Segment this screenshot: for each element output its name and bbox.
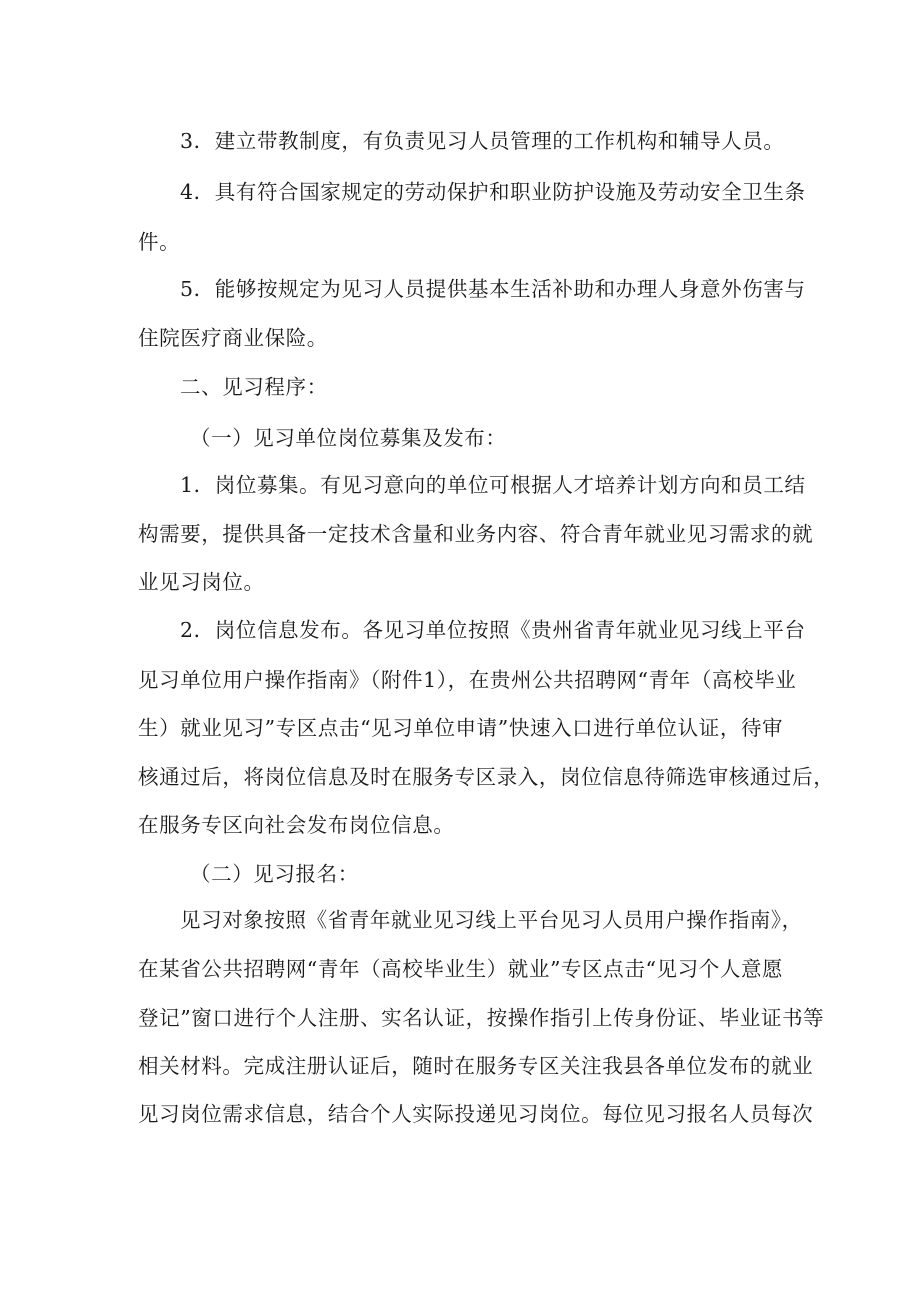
item-4-line-2: 件。 [138, 230, 181, 254]
item-3-line-1: 3．建立带教制度，有负责见习人员管理的工作机构和辅导人员。 [180, 129, 785, 153]
procedure-2-line-4: 核通过后，将岗位信息及时在服务专区录入，岗位信息待筛选审核通过后， [138, 765, 835, 789]
registration-line-3: 登记”窗口进行个人注册、实名认证，按操作指引上传身份证、毕业证书等 [138, 1006, 825, 1030]
section-heading-procedure: 二、见习程序： [180, 375, 328, 399]
item-5-line-2: 住院医疗商业保险。 [138, 326, 328, 350]
registration-line-5: 见习岗位需求信息，结合个人实际投递见习岗位。每位见习报名人员每次 [138, 1102, 814, 1126]
procedure-2-line-1: 2．岗位信息发布。各见习单位按照《贵州省青年就业见习线上平台 [180, 618, 806, 642]
procedure-1-line-3: 业见习岗位。 [138, 570, 265, 594]
procedure-1-line-1: 1．岗位募集。有见习意向的单位可根据人才培养计划方向和员工结 [180, 473, 806, 497]
procedure-2-line-2: 见习单位用户操作指南》（附件1），在贵州公共招聘网“青年（高校毕业 [138, 668, 797, 692]
registration-line-4: 相关材料。完成注册认证后，随时在服务专区关注我县各单位发布的就业 [138, 1054, 814, 1078]
procedure-1-line-2: 构需要，提供具备一定技术含量和业务内容、符合青年就业见习需求的就 [138, 522, 814, 546]
item-4-line-1: 4．具有符合国家规定的劳动保护和职业防护设施及劳动安全卫生条 [180, 180, 806, 204]
registration-line-2: 在某省公共招聘网“青年（高校毕业生）就业”专区点击“见习个人意愿 [138, 957, 784, 981]
registration-line-1: 见习对象按照《省青年就业见习线上平台见习人员用户操作指南》， [180, 908, 803, 932]
procedure-2-line-3: 生）就业见习”专区点击“见习单位申请”快速入口进行单位认证，待审 [138, 716, 784, 740]
subsection-heading-1: （一）见习单位岗位募集及发布： [190, 426, 507, 450]
item-5-line-1: 5．能够按规定为见习人员提供基本生活补助和办理人身意外伤害与 [180, 277, 806, 301]
subsection-heading-2: （二）见习报名： [190, 862, 359, 886]
procedure-2-line-5: 在服务专区向社会发布岗位信息。 [138, 813, 455, 837]
